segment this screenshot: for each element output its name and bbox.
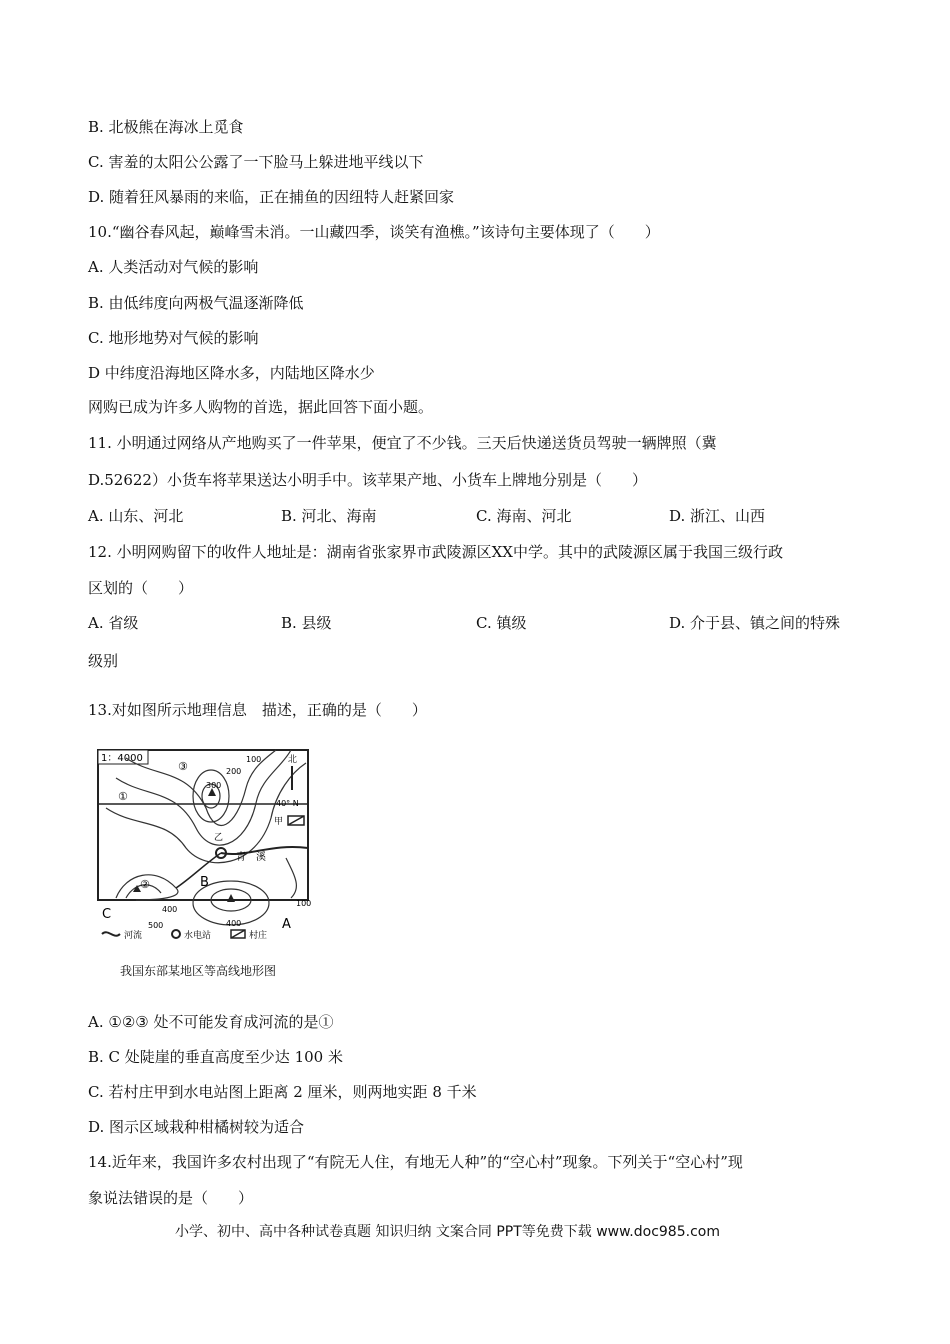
map-river-name: 青 溪 — [236, 852, 266, 863]
map-marker-1: ① — [118, 790, 128, 803]
option-12a: A. 省级 — [88, 614, 139, 632]
map-north-label: 北 — [288, 755, 298, 765]
option-10a: A. 人类活动对气候的影响 — [88, 258, 259, 276]
option-9b: B. 北极熊在海冰上觅食 — [88, 118, 244, 136]
option-12b: B. 县级 — [281, 614, 332, 632]
option-13c: C. 若村庄甲到水电站图上距离 2 厘米，则两地实距 8 千米 — [88, 1083, 477, 1101]
map-marker-2: ② — [140, 878, 150, 891]
map-contour-400b: 400 — [226, 919, 242, 928]
contour-map — [96, 748, 314, 944]
question-14-line2: 象说法错误的是（ ） — [88, 1189, 254, 1207]
option-11b: B. 河北、海南 — [281, 507, 377, 525]
map-scale: 1：4000 — [101, 753, 143, 764]
option-12c: C. 镇级 — [476, 614, 527, 632]
question-14-line1: 14.近年来，我国许多农村出现了“有院无人住，有地无人种”的“空心村”现象。下列关于“空心村”现 — [88, 1153, 743, 1171]
question-10: 10.“幽谷春风起，巅峰雪未消。一山藏四季，谈笑有渔樵。”该诗句主要体现了（ ） — [88, 223, 660, 241]
question-12-line1: 12. 小明网购留下的收件人地址是：湖南省张家界市武陵源区XX中学。其中的武陵源区属于我国三级行政 — [88, 543, 783, 561]
map-label-a: A — [282, 917, 291, 932]
question-11-line2: D.52622）小货车将苹果送达小明手中。该苹果产地、小货车上牌地分别是（ ） — [88, 471, 647, 489]
contour-map-svg — [96, 748, 314, 944]
option-12d: D. 介于县、镇之间的特殊 — [669, 614, 841, 632]
map-contour-500: 500 — [148, 921, 164, 930]
question-11-line1: 11. 小明通过网络从产地购买了一件苹果，便宜了不少钱。三天后快递送货员驾驶一辆牌照（冀 — [88, 434, 717, 452]
map-yi-label: 乙 — [214, 833, 224, 843]
map-legend-river: 河流 — [124, 931, 143, 941]
option-11c: C. 海南、河北 — [476, 507, 572, 525]
map-contour-100b: 100 — [296, 899, 312, 908]
question-12-line2: 区划的（ ） — [88, 579, 194, 597]
map-marker-3: ③ — [178, 760, 188, 773]
option-13b: B. C 处陡崖的垂直高度至少达 100 米 — [88, 1048, 343, 1066]
map-contour-400a: 400 — [162, 905, 178, 914]
option-11a: A. 山东、河北 — [88, 507, 184, 525]
map-contour-200: 200 — [226, 767, 242, 776]
map-label-b: B — [200, 875, 209, 890]
map-lat-label: 40° N — [276, 799, 299, 808]
option-10b: B. 由低纬度向两极气温逐渐降低 — [88, 294, 304, 312]
option-11d: D. 浙江、山西 — [669, 507, 766, 525]
option-10c: C. 地形地势对气候的影响 — [88, 329, 259, 347]
option-12d-continuation: 级别 — [88, 652, 119, 670]
map-label-c: C — [102, 907, 112, 922]
page-footer: 小学、初中、高中各种试卷真题 知识归纳 文案合同 PPT等免费下载 www.doc985.com — [175, 1224, 720, 1240]
map-caption: 我国东部某地区等高线地形图 — [120, 964, 277, 978]
question-13: 13.对如图所示地理信息 描述，正确的是（ ） — [88, 701, 427, 719]
option-9c: C. 害羞的太阳公公露了一下脸马上躲进地平线以下 — [88, 153, 424, 171]
map-legend-station: 水电站 — [184, 931, 212, 941]
map-village-label: 甲 — [274, 817, 284, 827]
group-intro: 网购已成为许多人购物的首选，据此回答下面小题。 — [88, 398, 434, 416]
option-10d: D 中纬度沿海地区降水多，内陆地区降水少 — [88, 364, 375, 382]
map-contour-300: 300 — [206, 781, 222, 790]
option-13a: A. ①②③ 处不可能发育成河流的是① — [88, 1013, 334, 1031]
map-legend-village: 村庄 — [249, 931, 268, 941]
option-13d: D. 图示区域栽种柑橘树较为适合 — [88, 1118, 305, 1136]
option-9d: D. 随着狂风暴雨的来临，正在捕鱼的因纽特人赶紧回家 — [88, 188, 455, 206]
map-contour-100a: 100 — [246, 755, 262, 764]
